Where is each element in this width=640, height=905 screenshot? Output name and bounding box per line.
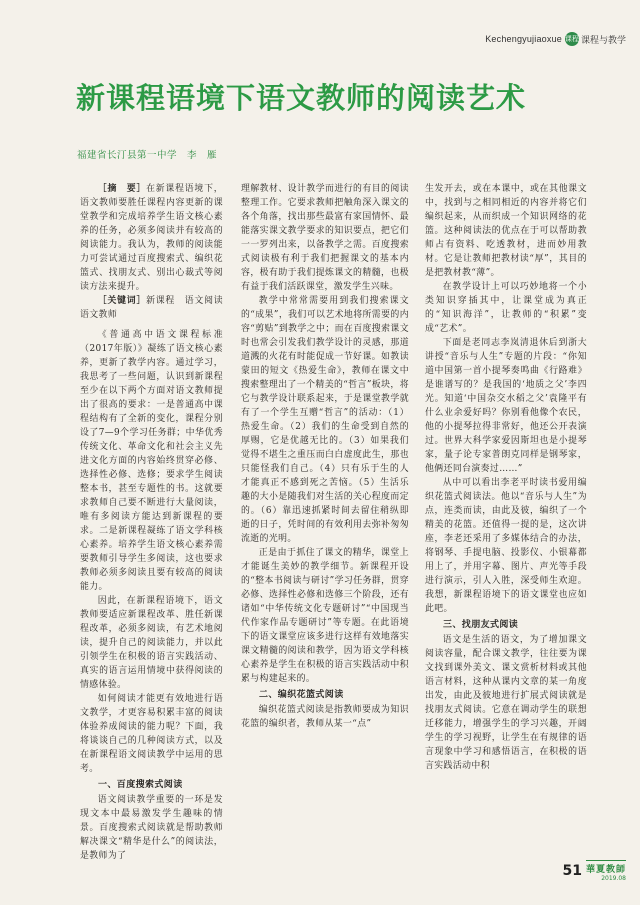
body-paragraph: 因此，在新课程语境下，语文教师要适应新课程改革、胜任新课程改革，必须多阅读，有艺术地阅读，提升自己的阅读能力，并以此引领学生在积极的语言实践活动、真实的语言运用情境中获得阅读的情感体验。 <box>80 596 223 690</box>
text-column-2 <box>241 182 409 731</box>
magazine-issue: 2019.08 <box>601 875 626 882</box>
text-column-3 <box>425 182 587 773</box>
page-number: 51 <box>562 863 582 879</box>
keywords-text: 新课程 语文阅读 语文教师 <box>80 296 233 320</box>
magazine-logo <box>586 860 626 882</box>
body-paragraph: 语文是生活的语文，为了增加课文阅读容量，配合课文教学，往往要为课文找到课外美文、课文赏析材料或其他语言材料，这种从课内文章的某一角度出发，由此及彼地进行扩展式阅读就是找朋友式阅读。它意在调动学生的联想迁移能力，增强学生的学习兴趣，开阔学生的学习视野，让学生在有规律的语言现象中学习和感悟语言，在积极的语言实践活动中积 <box>425 635 587 771</box>
page-footer <box>563 860 627 882</box>
body-paragraph: 《普通高中语文课程标准（2017年版）》凝练了语文核心素养，更新了教学内容。通过学习，我思考了一些问题，认识到新课程至少在以下两个方面对语文教师提出了很高的要求：一是普通高中课程结构有了全新的变化，课程分别设了7—9个学习任务群；中华优秀传统文化、革命文化和社会主义先进文化方面的内容始终贯穿必修、选择性必修、选修；要求学生阅读整本书，甚至专题性的书。这就要求教师自己要不断进行大量阅读，唯有多阅读方能达到新课程的要求。二是新课程凝练了语文学科核心素养。培养学生语文核心素养需要教师引导学生多阅读，这也要求教师必须多阅读且要有较高的阅读能力。 <box>80 330 223 592</box>
keywords-label: ［关键词］ <box>97 296 147 306</box>
body-paragraph: 教学中常常需要用到我们搜索课文的“成果”，我们可以艺术地将所需要的内容“剪贴”到教学之中；而在百度搜索课文时也常会引发我们教学设计的灵感，那道道溅的火花有时能促成一节好课。如教读蒙田的短文《热爱生命》，教师在课文中搜索整理出了一个精美的“哲言”板块，将它与教学设计联系起来，于是课堂教学就有了一个学生互赠“哲言”的活动：（1）热爱生命。（2）我们的生命受到自然的厚赐，它是优越无比的。（3）如果我们觉得不堪生之重压而白白虚度此生，那也只能怪我们自己。（4）只有乐于生的人才能真正不感到死之苦恼。（5）生活乐趣的大小是随我们对生活的关心程度而定的。（6）靠迅速抓紧时间去留住稍纵即逝的日子，凭时间的有效利用去弥补匆匆流逝的光明。 <box>241 296 409 544</box>
body-paragraph: 如何阅读才能更有效地进行语文教学，才更容易积累丰富的阅读体验养成阅读的能力呢？下面，我将谈谈自己的几种阅读方式，以及在新课程语文阅读教学中运用的思考。 <box>80 694 223 774</box>
body-paragraph: 正是由于抓住了课文的精华，课堂上才能诞生美妙的教学细节。新课程开设的“整本书阅读与研讨”学习任务群，贯穿必修、选择性必修和选修三个阶段，还有诸如“中华传统文化专题研讨”“中国现当代作家作品专题研讨”等专题。在此语境下的语文课堂应该多进行这样有效地落实课文精髓的阅读和教学，因为语文学科核心素养是学生在积极的语言实践活动中积累与构建起来的。 <box>241 548 409 684</box>
body-paragraph: 在教学设计上可以巧妙地将一个小类知识穿插其中，让课堂成为真正的“知识海洋”，让教师的“积累”变成“艺术”。 <box>425 282 587 334</box>
column-logo-icon: 课程 <box>565 32 579 46</box>
section-heading: 二、编织花篮式阅读 <box>259 690 344 700</box>
body-paragraph: 语文阅读教学重要的一环是发现文本中最易激发学生趣味的情景。百度搜索式阅读就是帮助教师解决课文“精华是什么”的阅读法，是教师为了 <box>80 795 223 861</box>
article-title: 新课程语境下语文教师的阅读艺术 <box>76 81 527 115</box>
text-column-1 <box>80 182 233 863</box>
abstract-block <box>80 182 233 328</box>
body-paragraph: 从中可以看出李老平时读书爱用编织花篮式阅读法。他以“音乐与人生”为点，连类而读，由此及彼，编织了一个精美的花篮。还值得一提的是，这次讲座，李老还采用了多媒体结合的办法，将钢琴、手提电脑、投影仪、小银幕都用上了，并用字幕、图片、声光等手段进行演示，引人入胜，深受师生欢迎。我想，新课程语境下的语文课堂也应如此吧。 <box>425 478 587 614</box>
header-section: 课程与教学 <box>580 35 626 46</box>
body-paragraph: 编织花篮式阅读是指教师要成为知识花篮的编织者，教师从某一“点” <box>241 705 409 729</box>
body-paragraph: 理解教材、设计教学而进行的有目的阅读整理工作。它要求教师把触角深入课文的各个角落，找出那些最富有家国情怀、最能落实课文教学要求的知识要点，把它们一一罗列出来，以备教学之需。百度搜索式阅读极有利于我们把握课文的基本内容，极有助于我们提炼课文的精髓，也极有益于我们活跃课堂，激发学生兴味。 <box>241 184 409 292</box>
running-header <box>485 32 626 46</box>
body-paragraph: 生发开去，或在本课中，或在其他课文中，找到与之相同相近的内容并将它们编织起来，从而织成一个知识网络的花篮。这种阅读法的优点在于可以帮助教师占有资料、吃透教材，进而妙用教材。它是让教师把教材读“厚”，其目的是把教材教“薄”。 <box>425 184 587 278</box>
section-heading: 三、找朋友式阅读 <box>443 620 519 630</box>
section-heading: 一、百度搜索式阅读 <box>98 780 183 790</box>
body-paragraph: 下面是老同志李岚清退休后到浙大讲授“音乐与人生”专题的片段：“你知道中国第一首小提琴奏鸣曲《行路难》是谁谱写的？是我国的‘地质之父’李四光。知道‘中国杂交水稻之父’袁隆平有什么业余爱好吗？你别看他像个农民，他的小提琴拉得非常好，他还公开表演过。世界大科学家爱因斯坦也是小提琴家，量子论专家普朗克同样是钢琴家，他俩还同台演奏过……” <box>425 338 587 474</box>
abstract-text: 在新课程语境下，语文教师要胜任课程内容更新的课堂教学和完成培养学生语文核心素养的任务，必须多阅读并有较高的阅读能力。我认为，教师的阅读能力可尝试通过百度搜索式、编织花篮式、找朋友式、别出心裁式等阅读方法来提升。 <box>80 184 224 292</box>
abstract-label: ［摘 要］ <box>97 184 147 194</box>
magazine-name: 華夏教師 <box>585 865 626 875</box>
article-author: 福建省长汀县第一中学 李 雁 <box>77 150 218 161</box>
header-pinyin: Kechengyujiaoxue <box>485 34 562 44</box>
